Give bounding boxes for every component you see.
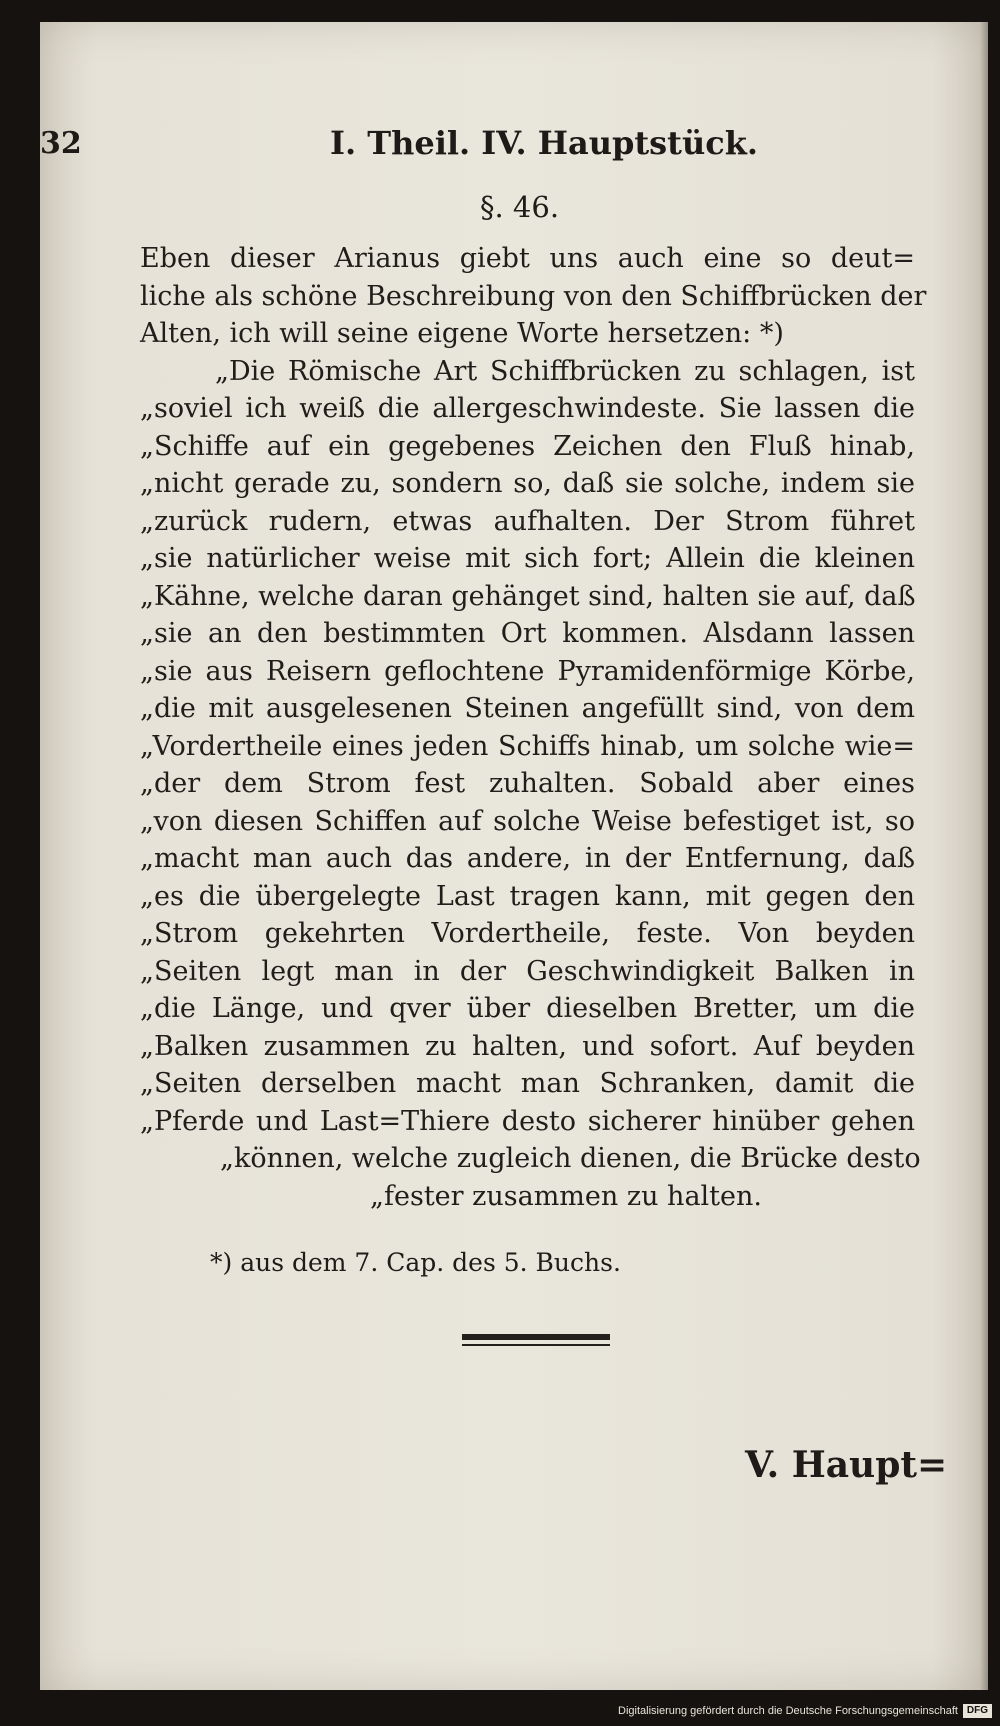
footnote: *) aus dem 7. Cap. des 5. Buchs. (210, 1248, 621, 1277)
running-title: I. Theil. IV. Hauptstück. (330, 124, 759, 162)
body-line: „sie an den bestimmten Ort kommen. Alsdann lassen (140, 618, 915, 649)
page-edge-shadow (980, 22, 988, 1690)
body-line: „die mit ausgelesenen Steinen angefüllt sind, von dem (140, 693, 915, 724)
body-line: liche als schöne Beschreibung von den Schiffbrücken der (140, 280, 927, 312)
page-number: 32 (40, 126, 82, 161)
dfg-logo-badge: DFG (963, 1704, 992, 1718)
body-line: „nicht gerade zu, sondern so, daß sie solche, indem sie (140, 468, 915, 499)
body-line: „von diesen Schiffen auf solche Weise befestiget ist, so (140, 805, 915, 837)
body-line: „sie aus Reisern geflochtene Pyramidenförmige Körbe, (140, 655, 915, 687)
body-line: „Vordertheile eines jeden Schiffs hinab, um solche wie= (140, 730, 915, 762)
body-line: Alten, ich will seine eigene Worte hersetzen: *) (140, 318, 784, 349)
body-line: „Schiffe auf ein gegebenes Zeichen den Fluß hinab, (140, 430, 915, 462)
body-line: „Seiten derselben macht man Schranken, damit die (140, 1068, 915, 1099)
body-text (140, 240, 927, 1215)
body-line: „Die Römische Art Schiffbrücken zu schlagen, ist (215, 355, 915, 387)
catchword: V. Haupt= (745, 1444, 948, 1486)
section-end-rule-thick (462, 1334, 610, 1340)
body-line: „können, welche zugleich dienen, die Brücke desto (220, 1143, 921, 1174)
digitization-credit: Digitalisierung gefördert durch die Deutsche Forschungsgemeinschaft (618, 1705, 958, 1717)
section-end-rule-thin (462, 1344, 610, 1346)
body-line: Eben dieser Arianus giebt uns auch eine so deut= (140, 243, 915, 274)
body-line: „macht man auch das andere, in der Entfernung, daß (140, 843, 915, 874)
body-line: „fester zusammen zu halten. (370, 1180, 762, 1212)
body-line: „der dem Strom fest zuhalten. Sobald aber eines (140, 768, 915, 799)
body-line: „es die übergelegte Last tragen kann, mit gegen den (140, 880, 915, 912)
body-line: „soviel ich weiß die allergeschwindeste. Sie lassen die (140, 393, 915, 424)
body-line: „die Länge, und qver über dieselben Bretter, um die (140, 993, 915, 1024)
section-mark: §. 46. (480, 190, 560, 224)
body-line: „Seiten legt man in der Geschwindigkeit Balken in (140, 955, 915, 987)
body-line: „Strom gekehrten Vordertheile, feste. Von beyden (140, 918, 915, 949)
body-line: „Kähne, welche daran gehänget sind, halten sie auf, daß (140, 580, 916, 612)
body-line: „Balken zusammen zu halten, und sofort. Auf beyden (140, 1030, 915, 1062)
body-line: „sie natürlicher weise mit sich fort; Allein die kleinen (140, 543, 915, 574)
body-line: „Pferde und Last=Thiere desto sicherer hinüber gehen (140, 1105, 915, 1137)
body-line: „zurück rudern, etwas aufhalten. Der Strom führet (140, 505, 915, 537)
